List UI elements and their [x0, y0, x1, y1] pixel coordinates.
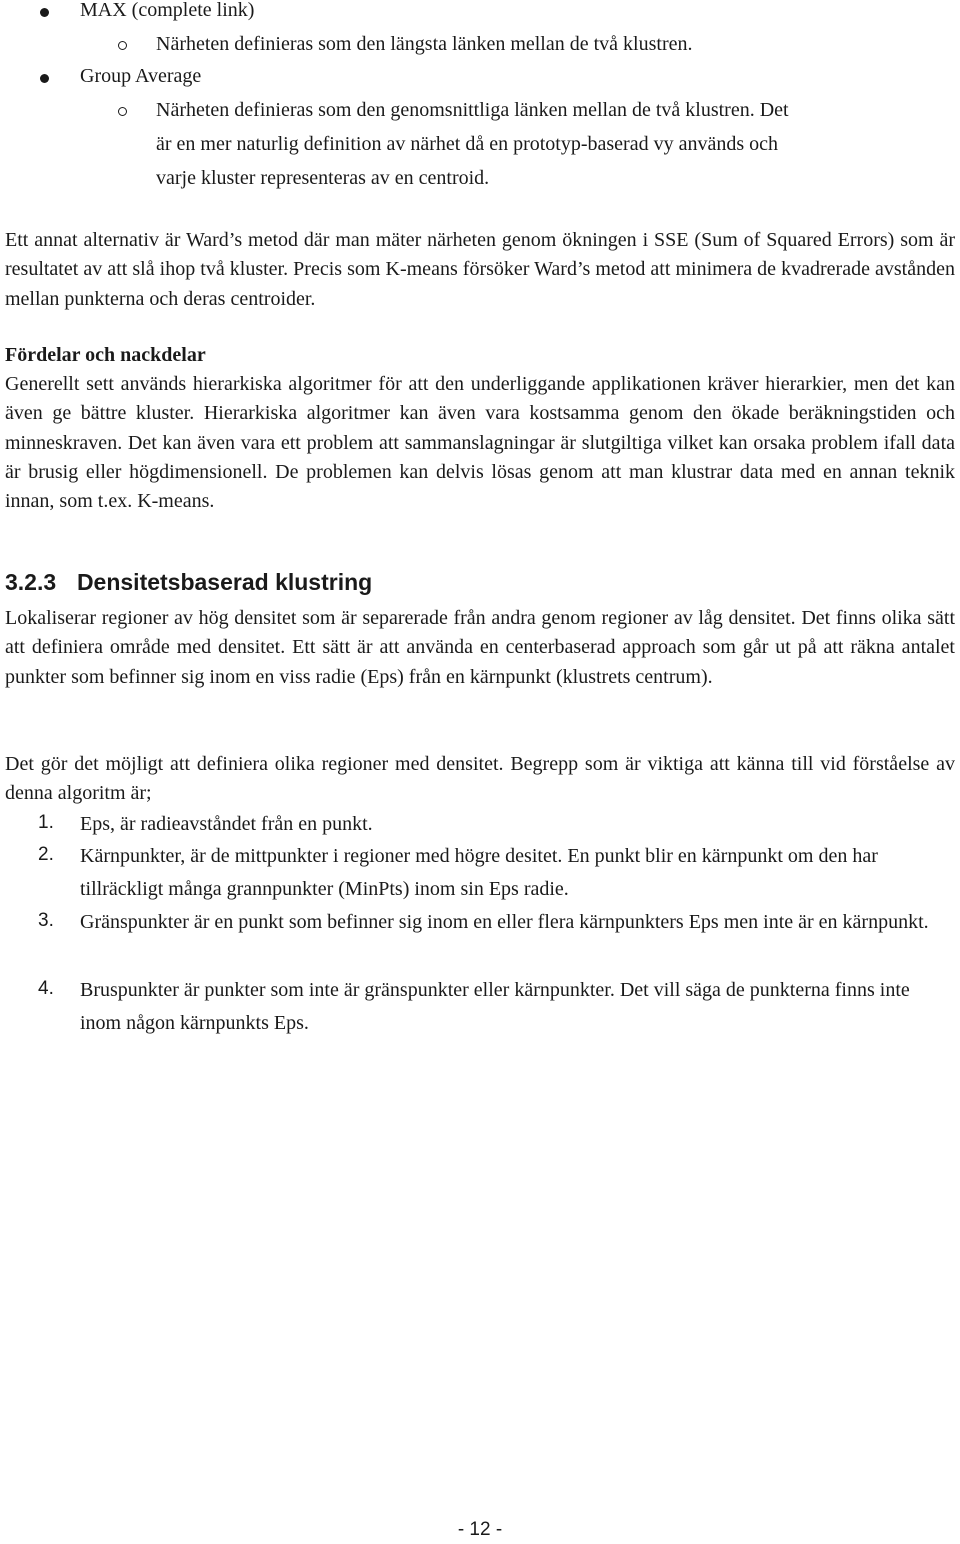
list-item-number: 1.: [38, 812, 54, 833]
sub-bullet-text: Närheten definieras som den längsta länken mellan de två klustren.: [156, 33, 693, 55]
page-number: - 12 -: [457, 1519, 503, 1540]
circle-bullet-icon: [118, 107, 127, 116]
sub-bullet-continuation-text: är en mer naturlig definition av närhet då en prototyp-baserad vy används och: [156, 133, 779, 155]
list-item-number: 4.: [38, 978, 54, 999]
list-item-text: Gränspunkter är en punkt som befinner sig inom en eller flera kärnpunkters Eps men inte är en kärnpunkt.: [80, 911, 929, 933]
circle-bullet-icon: [118, 41, 127, 50]
bullet-text: MAX (complete link): [80, 0, 255, 21]
list-item-text: Eps, är radieavståndet från en punkt.: [80, 813, 373, 835]
concepts-intro-paragraph: Det gör det möjligt att definiera olika regioner med densitet. Begrepp som är viktiga att känna till vid förståelse av denna algoritm är;: [5, 753, 955, 805]
section-heading: [5, 568, 955, 597]
ward-paragraph: Ett annat alternativ är Ward’s metod där man mäter närheten genom ökningen i SSE (Sum of Squared Errors) som är resultatet av att slå ihop två kluster. Precis som K-means försöker Ward’s metod att minimera de kvadrerade avstånden mellan punkterna och deras centroider.: [5, 229, 955, 310]
density-paragraph: Lokaliserar regioner av hög densitet som är separerade från andra genom regioner av låg densitet. Det finns olika sätt att definiera område med densitet. Ett sätt är att använda en centerbaserad approach som går ut på att räkna antalet punkter som befinner sig inom en viss radie (Eps) från en kärnpunkt (klustrets centrum).: [5, 607, 955, 688]
sub-bullet-continuation-text: varje kluster representeras av en centroid.: [156, 167, 490, 189]
pros-cons-heading: Fördelar och nackdelar: [5, 344, 206, 366]
bullet-dot-icon: [40, 74, 49, 83]
section-number: 3.2.3: [5, 569, 57, 595]
list-item-number: 2.: [38, 844, 54, 865]
list-item-text: Bruspunkter är punkter som inte är gränspunkter eller kärnpunkter. Det vill säga de punkterna finns inte inom någon kärnpunkts Eps.: [80, 979, 910, 1034]
sub-bullet-text: Närheten definieras som den genomsnittliga länken mellan de två klustren. Det: [156, 99, 789, 121]
bullet-dot-icon: [40, 8, 49, 17]
list-item-number: 3.: [38, 910, 54, 931]
list-item-text: Kärnpunkter, är de mittpunkter i regioner med högre desitet. En punkt blir en kärnpunkt om den har tillräckligt många grannpunkter (MinPts) inom sin Eps radie.: [80, 845, 878, 900]
bullet-text: Group Average: [80, 65, 202, 87]
pros-cons-paragraph: Generellt sett används hierarkiska algoritmer för att den underliggande applikationen kräver hierarkier, men det kan även ge bättre kluster. Hierarkiska algoritmer kan även vara kostsamma genom den ökade beräkningstiden och minneskraven. Det kan även vara ett problem att sammanslagningar är slutgiltiga vilket kan orsaka problem ifall data är brusig eller högdimensionell. De problemen kan delvis lösas genom att man klustrar data med en annan teknik innan, som t.ex. K-means.: [5, 373, 955, 513]
section-title: Densitetsbaserad klustring: [76, 569, 373, 595]
